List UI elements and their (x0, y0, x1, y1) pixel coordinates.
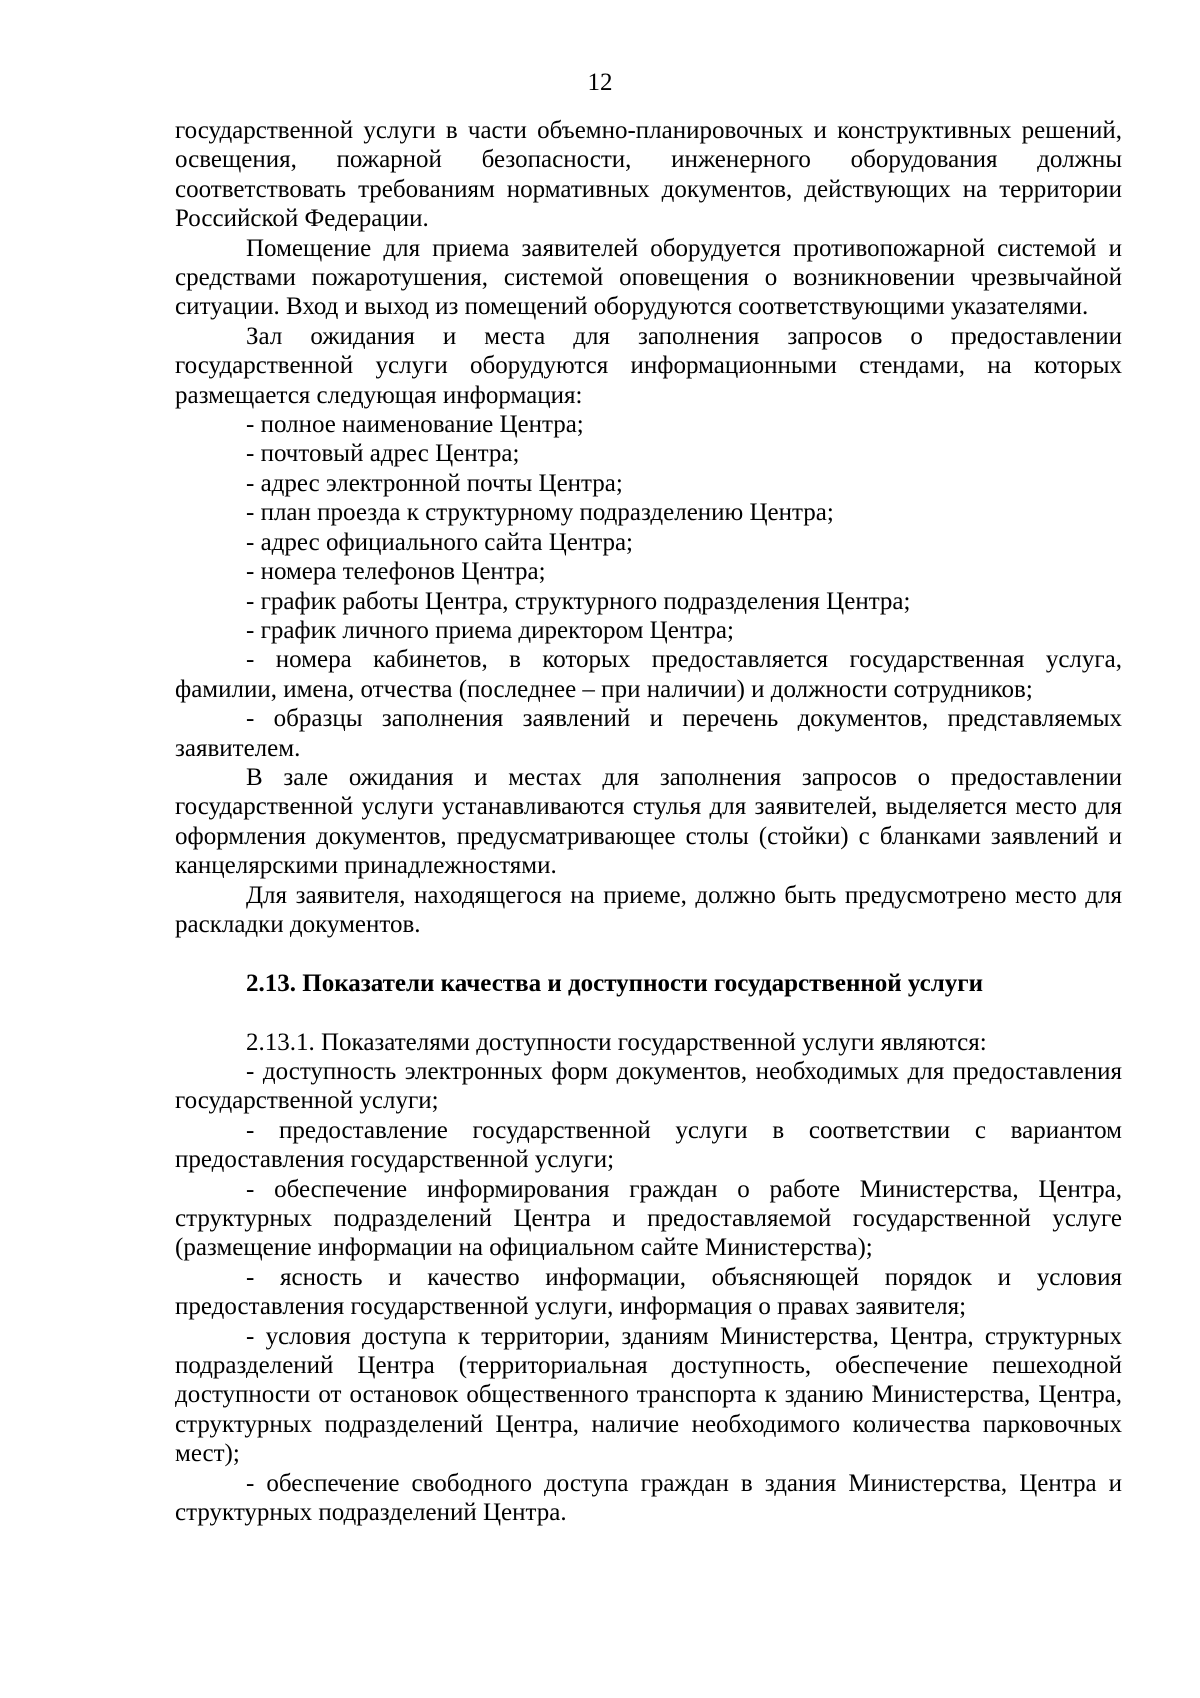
list-item: - адрес официального сайта Центра; (246, 528, 633, 556)
list-item: - образцы заполнения заявлений и перечень документов, представляемых заявителем. (175, 705, 1122, 762)
document-body (175, 116, 1122, 1527)
list-item: - адрес электронной почты Центра; (246, 469, 623, 497)
list-item: - график работы Центра, структурного подразделения Центра; (246, 587, 911, 615)
paragraph: Для заявителя, находящегося на приеме, должно быть предусмотрено место для раскладки документов. (175, 881, 1122, 938)
list-item: - полное наименование Центра; (246, 411, 584, 439)
subsection-intro: 2.13.1. Показателями доступности государственной услуги являются: (246, 1028, 987, 1056)
list-item: - ясность и качество информации, объясняющей порядок и условия предоставления государственной услуги, информация о правах заявителя; (175, 1263, 1122, 1321)
spacer (175, 998, 1122, 1027)
paragraph: Зал ожидания и места для заполнения запросов о предоставлении государственной услуги оборудуются информационными стендами, на которых размещается следующая информация: (175, 322, 1122, 409)
paragraph: государственной услуги в части объемно-планировочных и конструктивных решений, освещения, пожарной безопасности, инженерного оборудования должны соответствовать требованиям нормативных документов, действующих на территории Российской Федерации. (175, 117, 1122, 233)
list-item: - доступность электронных форм документов, необходимых для предоставления государственной услуги; (175, 1057, 1122, 1115)
section-heading: 2.13. Показатели качества и доступности государственной услуги (246, 969, 984, 997)
paragraph: Помещение для приема заявителей оборудуется противопожарной системой и средствами пожаротушения, системой оповещения о возникновении чрезвычайной ситуации. Вход и выход из помещений оборудуются соответствующими указателями. (175, 234, 1122, 321)
list-item: - обеспечение информирования граждан о работе Министерства, Центра, структурных подразделений Центра и предоставляемой государственной услуге (размещение информации на официальном сайте Министерства); (175, 1175, 1122, 1262)
list-item: - номера телефонов Центра; (246, 558, 546, 586)
list-item: - почтовый адрес Центра; (246, 440, 520, 468)
spacer (175, 939, 1122, 968)
list-item: - номера кабинетов, в которых предоставляется государственная услуга, фамилии, имена, отчества (последнее – при наличии) и должности сотрудников; (175, 646, 1122, 703)
paragraph: В зале ожидания и местах для заполнения запросов о предоставлении государственной услуги устанавливаются стулья для заявителей, выделяется место для оформления документов, предусматривающее столы (стойки) с бланками заявлений и канцелярскими принадлежностями. (175, 763, 1122, 880)
list-item: - обеспечение свободного доступа граждан в здания Министерства, Центра и структурных подразделений Центра. (175, 1469, 1122, 1527)
list-item: - условия доступа к территории, зданиям Министерства, Центра, структурных подразделений Центра (территориальная доступность, обеспечение пешеходной доступности от остановок общественного транспорта к зданию Министерства, Центра, структурных подразделений Центра, наличие необходимого количества парковочных мест); (175, 1322, 1122, 1468)
page-number: 12 (587, 69, 613, 96)
list-item: - график личного приема директором Центра; (246, 616, 734, 644)
list-item: - предоставление государственной услуги в соответствии с вариантом предоставления государственной услуги; (175, 1116, 1122, 1174)
list-item: - план проезда к структурному подразделению Центра; (246, 499, 834, 527)
